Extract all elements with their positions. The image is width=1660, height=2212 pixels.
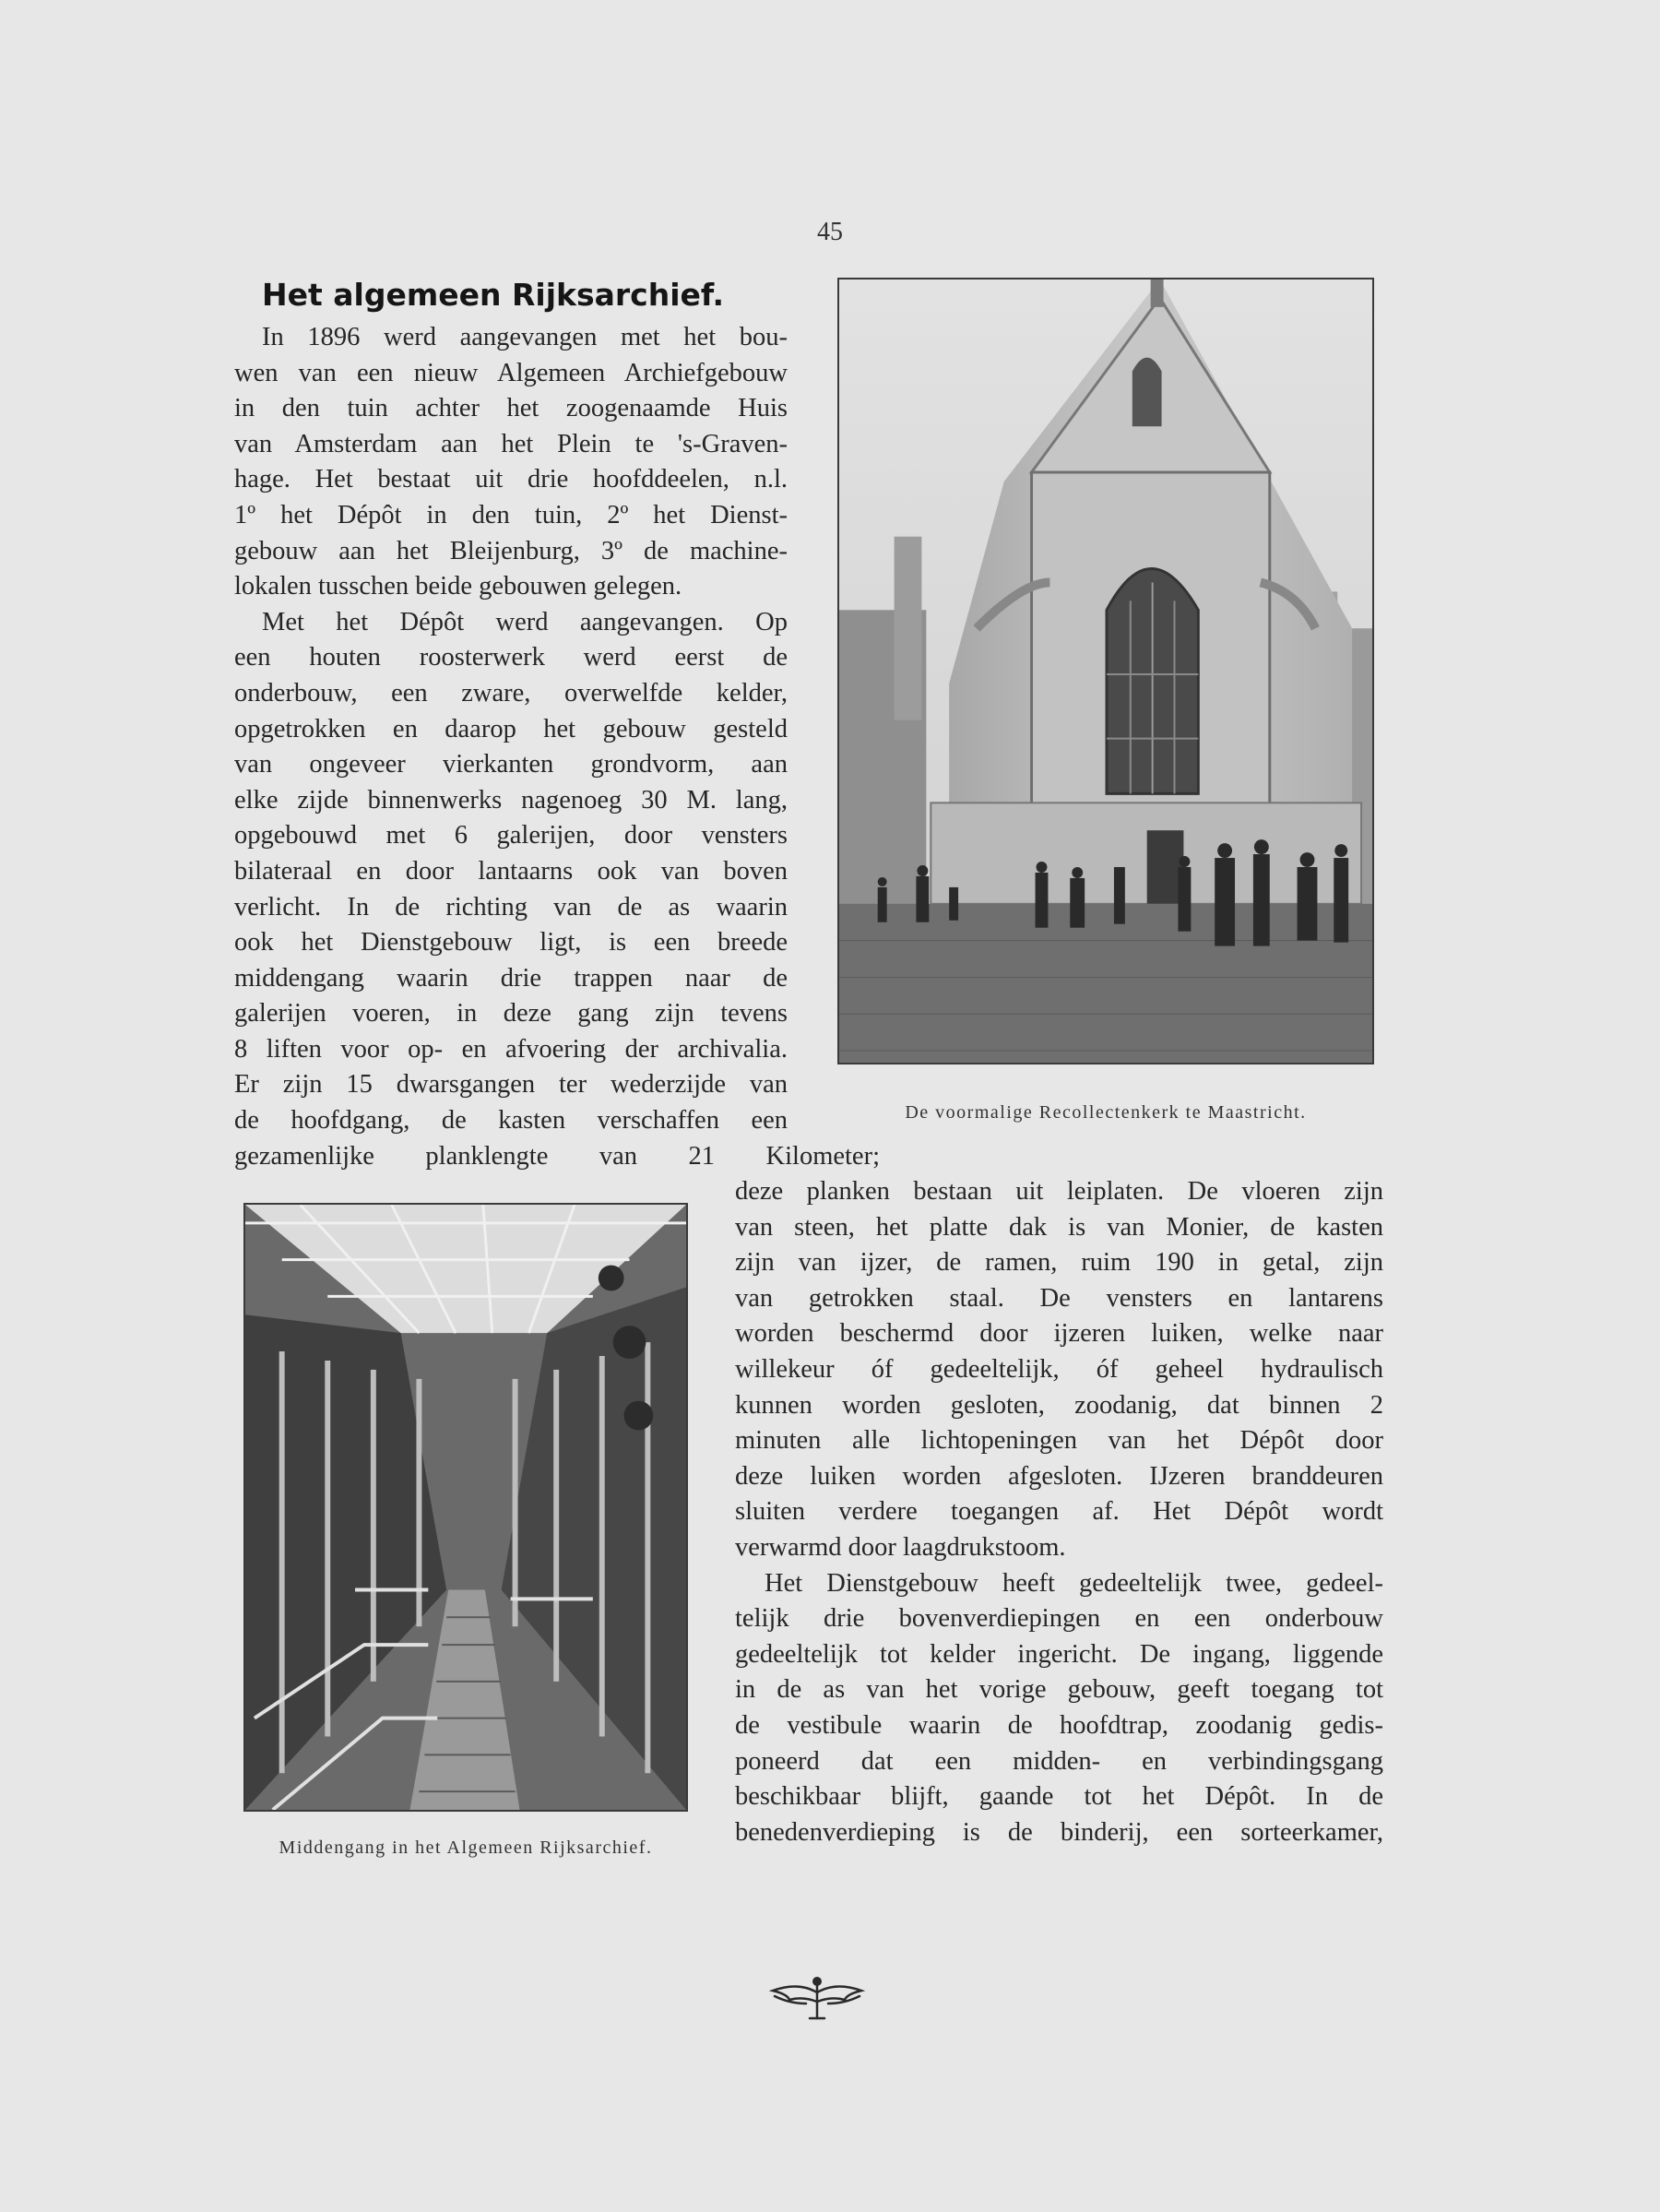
text-line: gezamenlijke planklengte van 21 Kilometer; [234, 1141, 880, 1171]
text-line: Het Dienstgebouw heeft gedeeltelijk twee, gedeel- [765, 1568, 1383, 1598]
text-line: 8 liften voor op- en afvoering der archivalia. [234, 1034, 788, 1064]
text-line: galerijen voeren, in deze gang zijn tevens [234, 999, 788, 1029]
depot-photo [243, 1203, 688, 1812]
text-line: verwarmd door laagdrukstoom. [735, 1532, 1066, 1562]
text-line: van Amsterdam aan het Plein te 's-Graven- [234, 429, 788, 458]
text-line: worden beschermd door ijzeren luiken, welke naar [735, 1319, 1383, 1349]
text-line: deze planken bestaan uit leiplaten. De vloeren zijn [735, 1177, 1383, 1206]
church-illustration [839, 279, 1372, 1063]
page-number: 45 [817, 218, 843, 246]
text-line: wen van een nieuw Algemeen Archiefgebouw [234, 358, 788, 387]
text-line: opgetrokken en daarop het gebouw gesteld [234, 714, 788, 743]
text-line: Met het Dépôt werd aangevangen. Op [262, 607, 788, 636]
text-line: gebouw aan het Bleijenburg, 3º de machine- [234, 536, 788, 565]
text-line: telijk drie bovenverdiepingen en een onderbouw [735, 1604, 1383, 1634]
text-line: lokalen tusschen beide gebouwen gelegen. [234, 572, 682, 601]
text-line: beschikbaar blijft, gaande tot het Dépôt. In de [735, 1782, 1383, 1812]
text-line: van getrokken staal. De vensters en lantarens [735, 1283, 1383, 1313]
text-line: hage. Het bestaat uit drie hoofddeelen, n.l. [234, 465, 788, 494]
text-line: In 1896 werd aangevangen met het bou- [262, 323, 788, 351]
text-line: onderbouw, een zware, overwelfde kelder, [234, 678, 788, 708]
text-line: de hoofdgang, de kasten verschaffen een [234, 1106, 788, 1136]
right-text-column [735, 1174, 1383, 1850]
text-line: Er zijn 15 dwarsgangen ter wederzijde van [234, 1070, 788, 1100]
text-line: willekeur óf gedeeltelijk, óf geheel hydraulisch [735, 1354, 1383, 1384]
text-line: in de as van het vorige gebouw, geeft toegang tot [735, 1675, 1383, 1705]
text-line: in den tuin achter het zoogenaamde Huis [234, 394, 788, 423]
text-line: middengang waarin drie trappen naar de [234, 963, 788, 993]
text-line: de vestibule waarin de hoofdtrap, zoodanig gedis- [735, 1710, 1383, 1740]
text-line: opgebouwd met 6 galerijen, door vensters [234, 821, 788, 850]
text-line: kunnen worden gesloten, zoodanig, dat binnen 2 [735, 1390, 1383, 1420]
left-text-column [234, 320, 880, 1174]
depot-photo-caption: Middengang in het Algemeen Rijksarchief. [279, 1837, 653, 1858]
church-photo [837, 278, 1374, 1064]
text-line: verlicht. In de richting van de as waarin [234, 892, 788, 922]
text-line: elke zijde binnenwerks nagenoeg 30 M. lang, [234, 785, 788, 815]
text-line: benedenverdieping is de binderij, een sorteerkamer, [735, 1817, 1383, 1847]
text-line: minuten alle lichtopeningen van het Dépôt door [735, 1426, 1383, 1456]
text-line: poneerd dat een midden- en verbindingsgang [735, 1746, 1383, 1776]
text-line: zijn van ijzer, de ramen, ruim 190 in getal, zijn [735, 1248, 1383, 1278]
text-line: gedeeltelijk tot kelder ingericht. De ingang, liggende [735, 1639, 1383, 1669]
text-line: van steen, het platte dak is van Monier, de kasten [735, 1212, 1383, 1242]
text-line: van ongeveer vierkanten grondvorm, aan [234, 750, 788, 779]
text-line: een houten roosterwerk werd eerst de [234, 643, 788, 672]
text-line: deze luiken worden afgesloten. IJzeren branddeuren [735, 1461, 1383, 1491]
section-heading: Het algemeen Rijksarchief. [262, 277, 724, 313]
church-photo-caption: De voormalige Recollectenkerk te Maastricht. [905, 1102, 1307, 1123]
eagle-ornament [762, 1972, 872, 2028]
text-line: ook het Dienstgebouw ligt, is een breede [234, 928, 788, 957]
text-line: 1º het Dépôt in den tuin, 2º het Dienst- [234, 500, 788, 529]
depot-illustration [245, 1205, 686, 1810]
text-line: sluiten verdere toegangen af. Het Dépôt wordt [735, 1497, 1383, 1527]
text-line: bilateraal en door lantaarns ook van boven [234, 856, 788, 886]
